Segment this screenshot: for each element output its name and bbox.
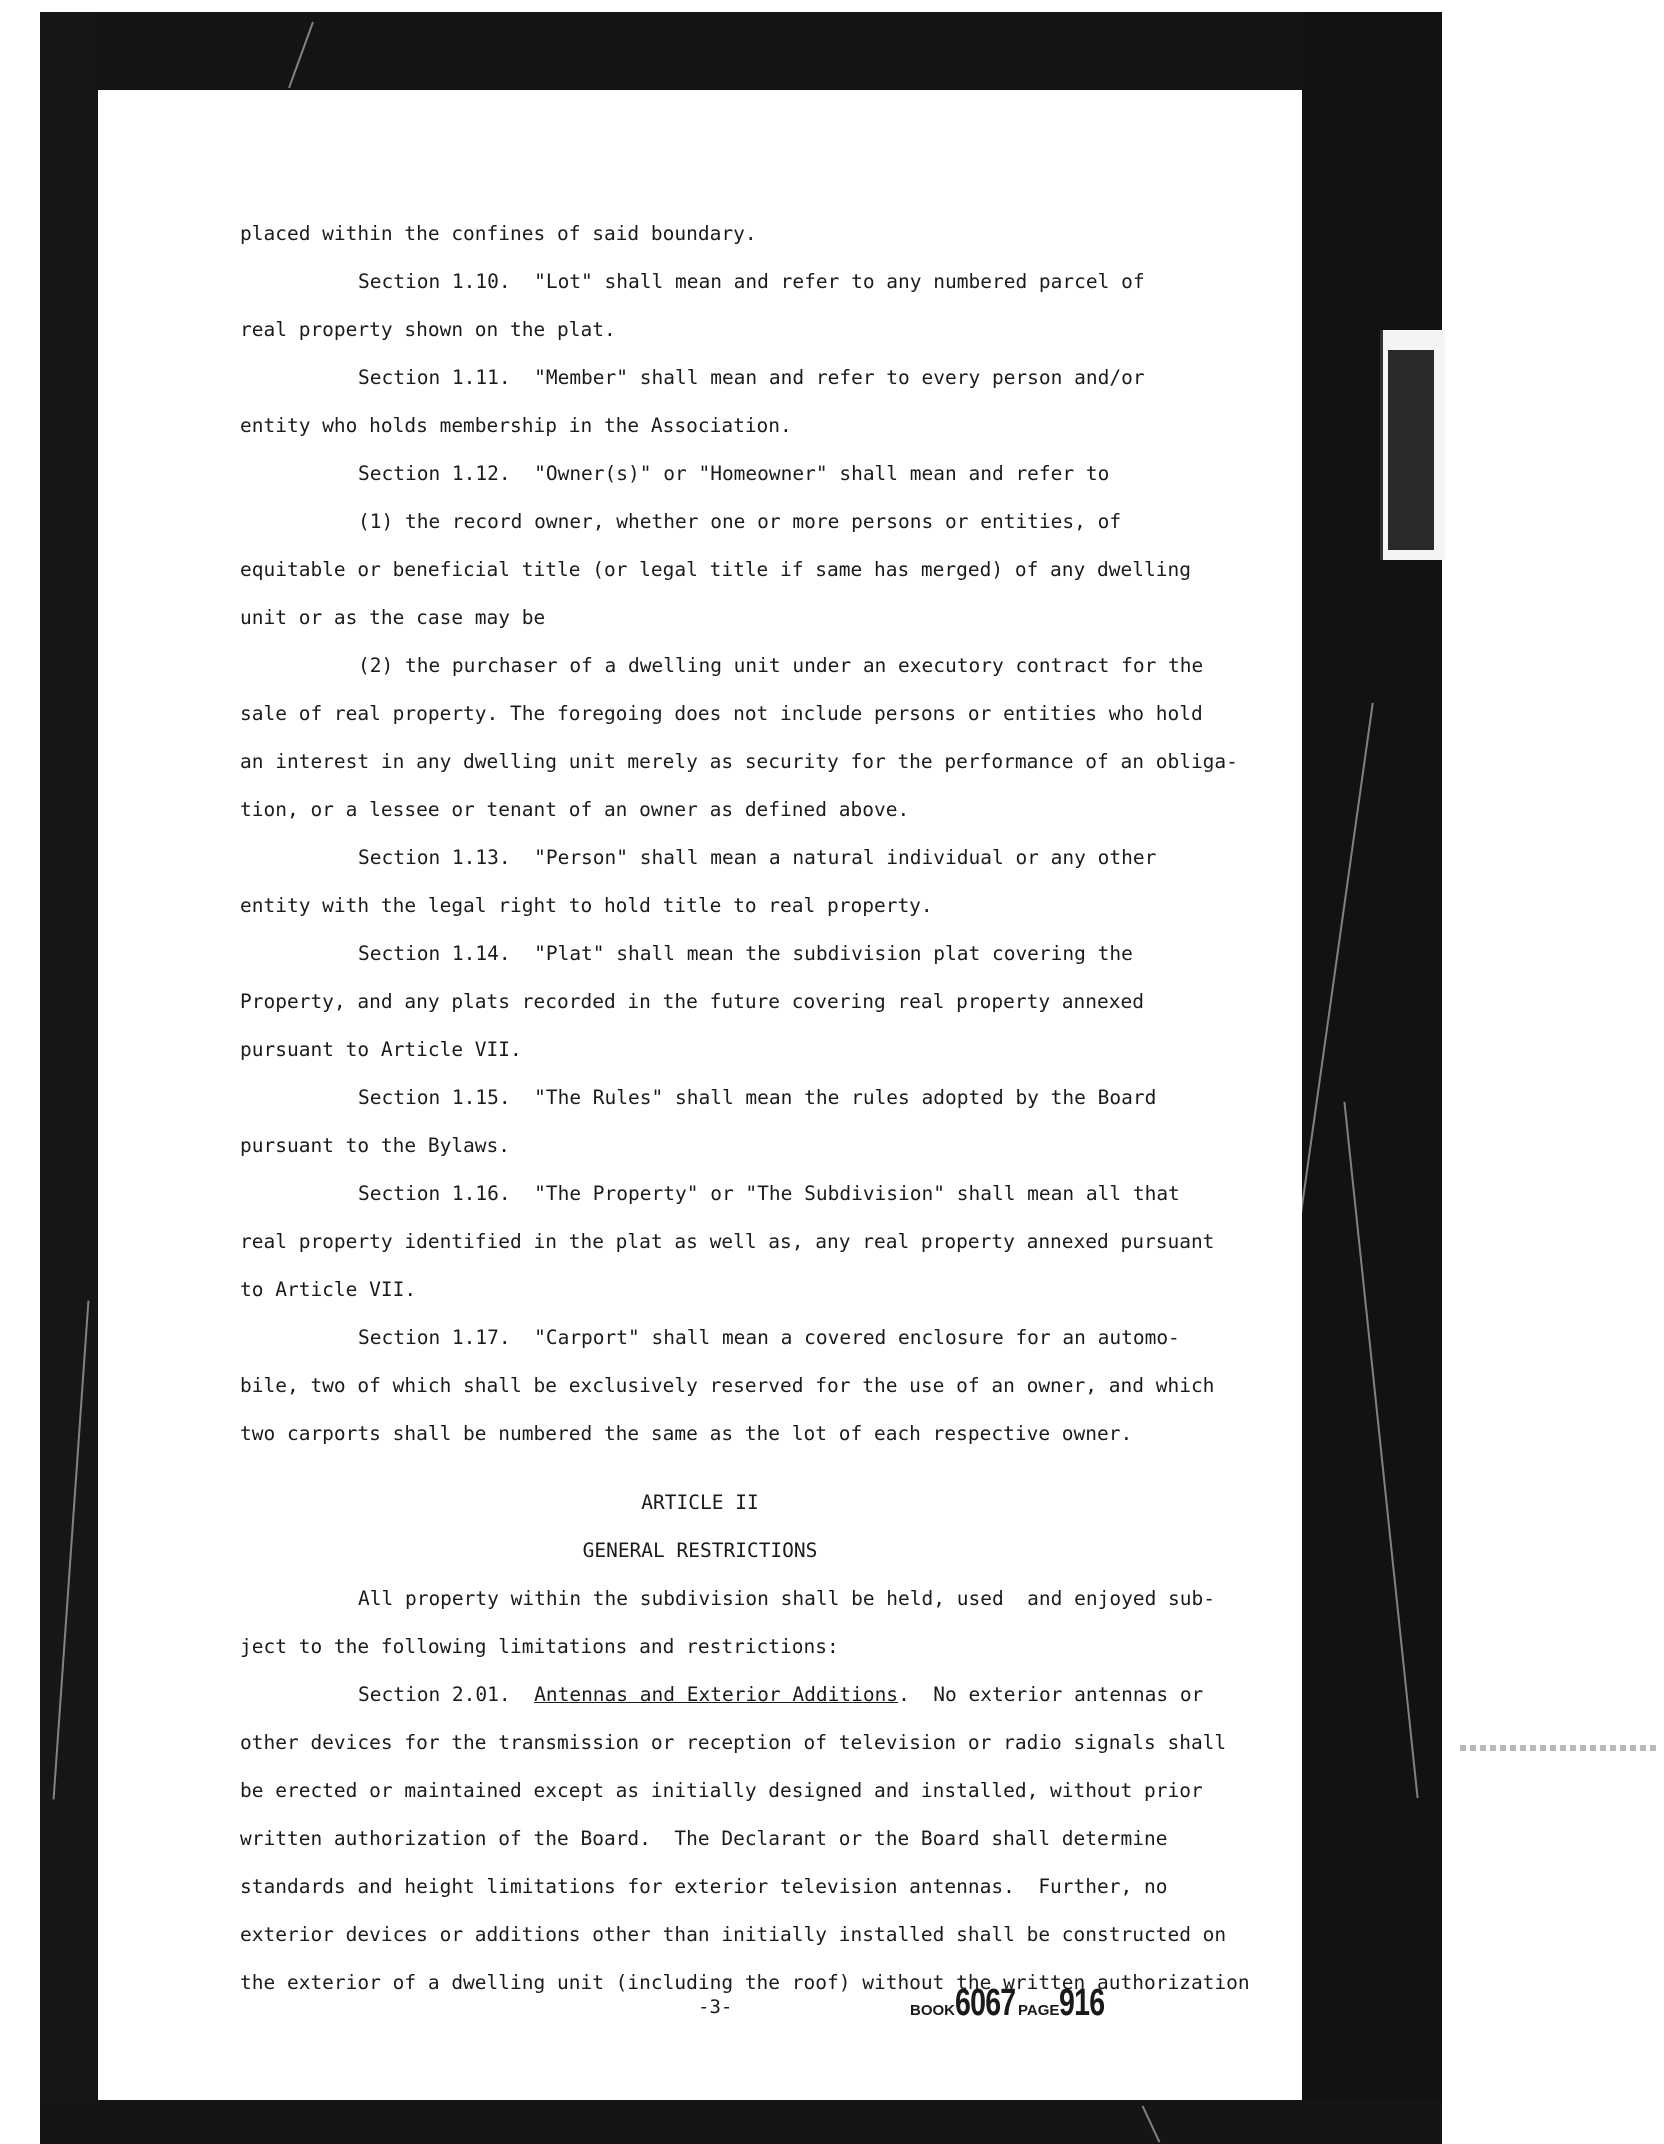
page-label: PAGE	[1018, 2002, 1060, 2019]
text-line: other devices for the transmission or reception of television or radio signals shall	[240, 1731, 1227, 1754]
text-line: an interest in any dwelling unit merely as security for the performance of an obliga-	[240, 750, 1238, 773]
text-line: (2) the purchaser of a dwelling unit under an executory contract for the	[358, 654, 1204, 677]
article-subtitle: GENERAL RESTRICTIONS	[582, 1539, 818, 1562]
section-heading: Antennas and Exterior Additions	[534, 1683, 899, 1706]
text-line: two carports shall be numbered the same as the lot of each respective owner.	[240, 1422, 1133, 1445]
text-line: entity with the legal right to hold title to real property.	[240, 894, 933, 917]
scan-border-left	[40, 12, 98, 2144]
scan-border-bottom	[40, 2100, 1442, 2144]
text-line: pursuant to Article VII.	[240, 1038, 522, 1061]
text-line: Section 1.11. "Member" shall mean and refer to every person and/or	[358, 366, 1145, 389]
text-line: sale of real property. The foregoing does not include persons or entities who hold	[240, 702, 1203, 725]
text-line: unit or as the case may be	[240, 606, 546, 629]
section-number: Section 2.01.	[358, 1683, 511, 1706]
text-line: Section 1.15. "The Rules" shall mean the rules adopted by the Board	[358, 1086, 1157, 1109]
text-line: standards and height limitations for exterior television antennas. Further, no	[240, 1875, 1168, 1898]
text-line: equitable or beneficial title (or legal title if same has merged) of any dwelling	[240, 558, 1191, 581]
text-line: exterior devices or additions other than initially installed shall be constructed on	[240, 1923, 1227, 1946]
scan-side-mark	[1460, 1745, 1660, 1751]
text-line: placed within the confines of said boundary.	[240, 222, 757, 245]
book-label: BOOK	[910, 2002, 955, 2019]
text-line: real property identified in the plat as well as, any real property annexed pursuant	[240, 1230, 1215, 1253]
text-line: ject to the following limitations and restrictions:	[240, 1635, 839, 1658]
text-line: pursuant to the Bylaws.	[240, 1134, 511, 1157]
section-2-01-line	[358, 1682, 1370, 1708]
scan-border-top	[40, 12, 1440, 90]
page-ref: 916	[1059, 1982, 1105, 2024]
text-line: written authorization of the Board. The Declarant or the Board shall determine	[240, 1827, 1168, 1850]
document-page	[98, 90, 1302, 2100]
text-line: All property within the subdivision shall be held, used and enjoyed sub-	[358, 1587, 1216, 1610]
book-number: 6067	[955, 1982, 1016, 2024]
text-line: real property shown on the plat.	[240, 318, 616, 341]
text-line: be erected or maintained except as initially designed and installed, without prior	[240, 1779, 1203, 1802]
text-line: Section 1.10. "Lot" shall mean and refer to any numbered parcel of	[358, 270, 1145, 293]
article-title: ARTICLE II	[641, 1491, 759, 1514]
text-line: the exterior of a dwelling unit (including the roof) without the written authorization	[240, 1971, 1250, 1994]
text-line: Section 1.14. "Plat" shall mean the subdivision plat covering the	[358, 942, 1133, 965]
text-line: to Article VII.	[240, 1278, 417, 1301]
page-number: -3-	[698, 1996, 733, 2018]
text-line: Section 1.12. "Owner(s)" or "Homeowner" shall mean and refer to	[358, 462, 1110, 485]
text-line: Section 1.16. "The Property" or "The Subdivision" shall mean all that	[358, 1182, 1180, 1205]
text-line: Section 1.13. "Person" shall mean a natural individual or any other	[358, 846, 1157, 869]
text-line: tion, or a lessee or tenant of an owner as defined above.	[240, 798, 910, 821]
text-line: bile, two of which shall be exclusively reserved for the use of an owner, and which	[240, 1374, 1215, 1397]
text-line: Property, and any plats recorded in the future covering real property annexed	[240, 990, 1144, 1013]
text-line: Section 1.17. "Carport" shall mean a covered enclosure for an automo-	[358, 1326, 1180, 1349]
book-page-reference	[910, 1982, 1120, 2025]
section-text: . No exterior antennas or	[898, 1683, 1204, 1706]
scan-tab-stub-inner	[1388, 350, 1434, 550]
text-line: (1) the record owner, whether one or more persons or entities, of	[358, 510, 1122, 533]
text-line: entity who holds membership in the Association.	[240, 414, 792, 437]
